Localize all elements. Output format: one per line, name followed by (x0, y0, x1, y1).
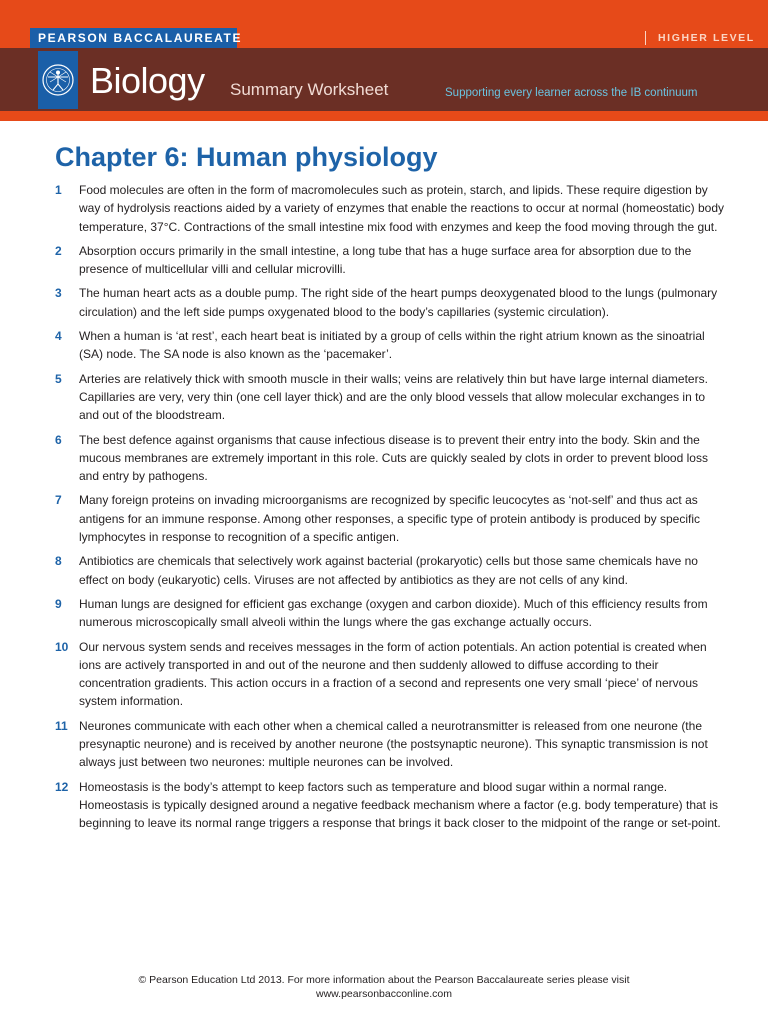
item-number: 7 (55, 493, 62, 508)
item-number: 6 (55, 432, 62, 447)
item-number: 4 (55, 329, 62, 344)
item-number: 1 (55, 183, 62, 197)
worksheet-title: Biology (90, 60, 205, 101)
list-item (55, 370, 725, 425)
item-text: Food molecules are often in the form of macromolecules such as protein, starch, and lipids. These require digestion by way of hydrolysis reactions aided by a variety of enzymes that enable the reactions to occur at normal (homeostatic) body temperature, 37°C. Contractions of the small intestine mix food with enzymes and keep the food moving through the gut. (79, 183, 724, 234)
item-text: Many foreign proteins on invading microorganisms are recognized by specific leucocytes as ‘not-self’ and thus act as antigens for an immune response. Among other responses, a specific type of protein antibody is produced by specific lymphocytes in response to recognition of a specific antigen. (79, 493, 701, 545)
summary-list (55, 181, 725, 839)
item-text: The best defence against organisms that cause infectious disease is to prevent their entry into the body. Skin and the mucous membranes are extremely important in this role. Cuts are quickly sealed by clots in order to prevent blood loss and entry by pathogens. (79, 432, 708, 484)
item-number: 12 (55, 779, 69, 794)
item-number: 9 (55, 596, 62, 611)
item-number: 3 (55, 286, 62, 301)
item-number: 11 (55, 718, 68, 733)
footer-website-link[interactable]: www.pearsonbacconline.com (316, 988, 452, 1000)
item-text: Our nervous system sends and receives messages in the form of action potentials. An action potential is created when ions are actively transported in and out of the neurone and then suddenly allowed to diffuse according to their concentration gradients. This action occurs in a fraction of a second and represents one very small ‘piece’ of nervous system information. (79, 639, 707, 709)
list-item (55, 181, 725, 236)
list-item (55, 638, 725, 711)
vitruvian-man-seal-icon (38, 51, 78, 109)
brand-label: PEARSON BACCALAUREATE (30, 28, 237, 48)
item-number: 10 (55, 639, 69, 654)
list-item (55, 242, 725, 279)
list-item (55, 431, 725, 486)
header-divider (0, 111, 768, 121)
list-item (55, 552, 725, 589)
tagline: Supporting every learner across the IB continuum (445, 87, 698, 99)
list-item (55, 717, 725, 772)
list-item (55, 284, 725, 321)
item-text: Absorption occurs primarily in the small intestine, a long tube that has a huge surface area for absorption due to the presence of multicellular villi and cellular microvilli. (79, 243, 692, 277)
list-item (55, 595, 725, 632)
list-item (55, 491, 725, 546)
item-number: 5 (55, 371, 62, 386)
item-text: Arteries are relatively thick with smooth muscle in their walls; veins are relatively thin but have large internal diameters. Capillaries are very, very thin (one cell layer thick) and are the only blood vessels that allow molecular exchanges in to and out of the bloodstream. (79, 371, 708, 423)
worksheet-subtitle: Summary Worksheet (230, 80, 389, 99)
footer-copyright: © Pearson Education Ltd 2013. For more information about the Pearson Baccalaureate series please visit (138, 974, 630, 986)
item-text: Homeostasis is the body’s attempt to keep factors such as temperature and blood sugar within a normal range. Homeostasis is typically designed around a negative feedback mechanism where a factor (e.g. body temperature) that is beginning to leave its normal range triggers a response that brings it back closer to the midpoint of the range or set-point. (79, 779, 721, 831)
item-text: The human heart acts as a double pump. The right side of the heart pumps deoxygenated blood to the lungs (pulmonary circulation) and the left side pumps oxygenated blood to the body’s capillaries (systemic circulation). (79, 286, 718, 319)
item-text: When a human is ‘at rest’, each heart beat is initiated by a group of cells within the right atrium known as the sinoatrial (SA) node. The SA node is also known as the ‘pacemaker’. (79, 329, 705, 362)
chapter-title: Chapter 6: Human physiology (55, 142, 438, 172)
item-number: 2 (55, 243, 62, 258)
item-number: 8 (55, 554, 62, 569)
item-text: Human lungs are designed for efficient gas exchange (oxygen and carbon dioxide). Much of this efficiency results from numerous microscopically small alveoli within the lungs where the gas exchange actually occurs. (79, 596, 708, 630)
footer (0, 973, 768, 1001)
item-text: Neurones communicate with each other when a chemical called a neurotransmitter is released from one neurone (the presynaptic neurone) and is received by another neurone (the postsynaptic neurone). This synaptic transmission is not always just between two neurones: multiple neurones can be involved. (79, 718, 708, 770)
level-label: HIGHER LEVEL (645, 28, 768, 48)
item-text: Antibiotics are chemicals that selectively work against bacterial (prokaryotic) cells but those same chemicals have no effect on body (eukaryotic) cells. Viruses are not affected by antibiotics as they are not cells of any kind. (79, 554, 698, 587)
list-item (55, 327, 725, 364)
list-item (55, 778, 725, 833)
